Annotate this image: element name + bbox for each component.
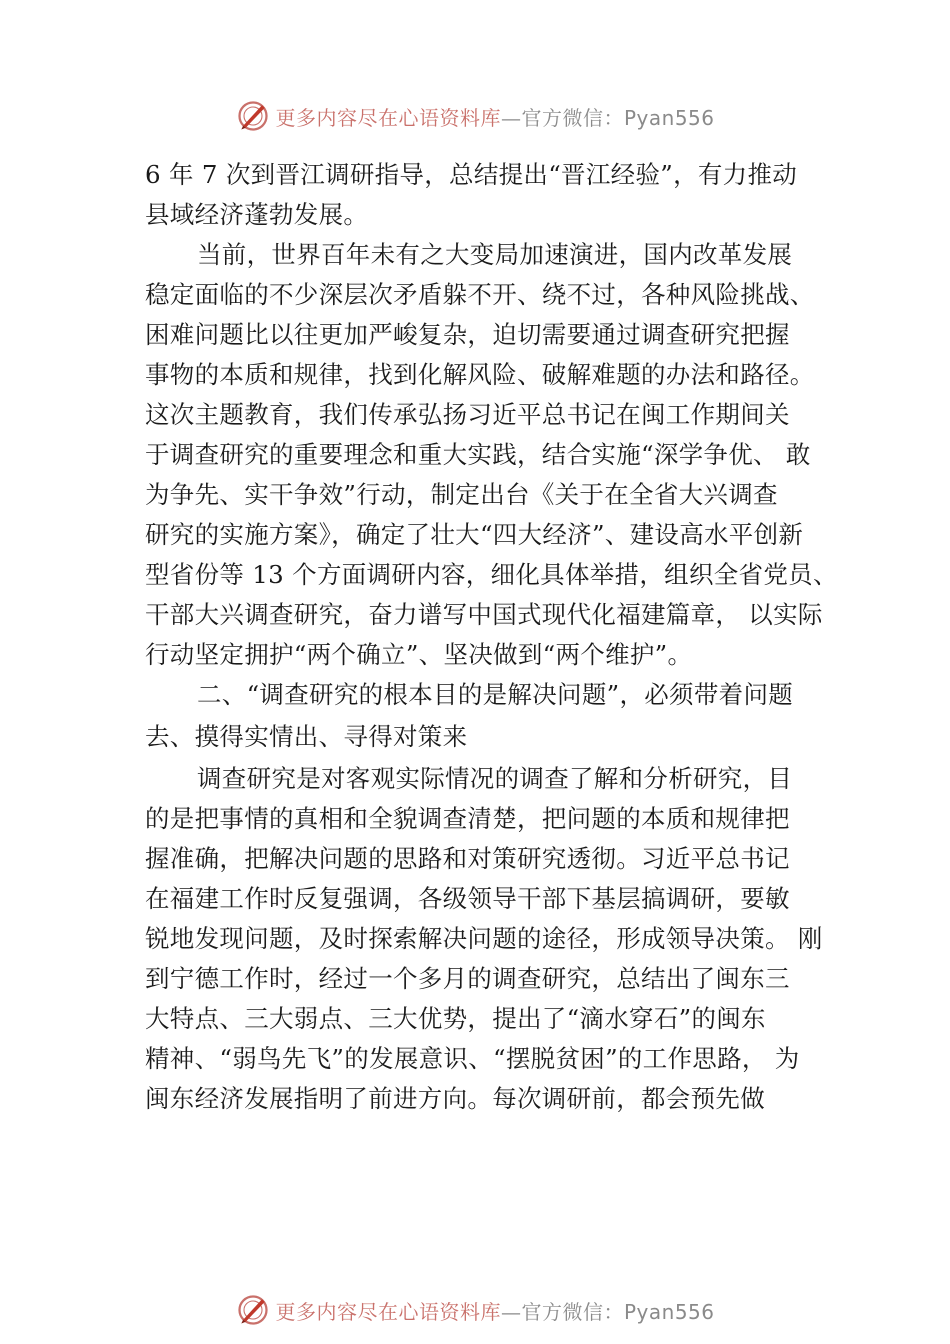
body-line: 事物的本质和规律，找到化解风险、破解难题的办法和路径。 [145, 360, 815, 389]
watermark-dash: — [500, 105, 522, 130]
document-body [145, 155, 838, 1119]
body-line: 研究的实施方案》，确定了壮大“四大经济”、建设高水平创新 [145, 520, 804, 549]
body-line: 闽东经济发展指明了前进方向。每次调研前，都会预先做 [145, 1084, 765, 1113]
watermark-brand: 更多内容尽在心语资料库 [275, 1299, 501, 1324]
body-line: 县域经济蓬勃发展。 [145, 200, 369, 229]
body-line: 的是把事情的真相和全貌调查清楚，把问题的本质和规律把 [145, 804, 790, 833]
body-line: 6 年 7 次到晋江调研指导，总结提出“晋江经验”，有力推动 [145, 160, 798, 189]
pen-logo-icon [235, 1292, 271, 1328]
watermark-text [275, 1296, 714, 1325]
body-line: 困难问题比以往更加严峻复杂，迫切需要通过调查研究把握 [145, 320, 790, 349]
watermark-wechat-id: Pyan556 [623, 105, 715, 130]
body-line: 稳定面临的不少深层次矛盾躲不开、绕不过，各种风险挑战、 [145, 280, 815, 309]
section-heading-cont: 去、摸得实情出、寻得对策来 [145, 722, 468, 751]
watermark-text [275, 102, 714, 131]
body-line: 为争先、实干争效”行动，制定出台《关于在全省大兴调查 [145, 480, 778, 509]
body-line: 型省份等 13 个方面调研内容，细化具体举措，组织全省党员、 [145, 560, 838, 589]
body-line: 到宁德工作时，经过一个多月的调查研究，总结出了闽东三 [145, 964, 790, 993]
body-line: 干部大兴调查研究，奋力谱写中国式现代化福建篇章， 以实际 [145, 600, 823, 629]
body-line: 这次主题教育，我们传承弘扬习近平总书记在闽工作期间关 [145, 400, 790, 429]
body-line: 握准确，把解决问题的思路和对策研究透彻。习近平总书记 [145, 844, 790, 873]
body-line: 行动坚定拥护“两个确立”、坚决做到“两个维护”。 [145, 640, 693, 669]
footer-watermark [0, 1290, 950, 1330]
body-line: 于调查研究的重要理念和重大实践，结合实施“深学争优、 敢 [145, 440, 811, 469]
section-heading: 二、“调查研究的根本目的是解决问题”，必须带着问题 [197, 680, 794, 709]
header-watermark [0, 96, 950, 136]
paragraph-start: 调查研究是对客观实际情况的调查了解和分析研究，目 [197, 764, 793, 793]
watermark-wechat-label: 官方微信： [521, 105, 624, 130]
watermark-dash: — [500, 1299, 522, 1324]
watermark-wechat-id: Pyan556 [623, 1299, 715, 1324]
body-line: 大特点、三大弱点、三大优势，提出了“滴水穿石”的闽东 [145, 1004, 766, 1033]
body-line: 精神、“弱鸟先飞”的发展意识、“摆脱贫困”的工作思路， 为 [145, 1044, 800, 1073]
body-line: 锐地发现问题，及时探索解决问题的途径，形成领导决策。 刚 [145, 924, 823, 953]
paragraph-start: 当前，世界百年未有之大变局加速演进，国内改革发展 [197, 240, 793, 269]
body-line: 在福建工作时反复强调，各级领导干部下基层搞调研，要敏 [145, 884, 790, 913]
watermark-brand: 更多内容尽在心语资料库 [275, 105, 501, 130]
pen-logo-icon [235, 98, 271, 134]
watermark-wechat-label: 官方微信： [521, 1299, 624, 1324]
